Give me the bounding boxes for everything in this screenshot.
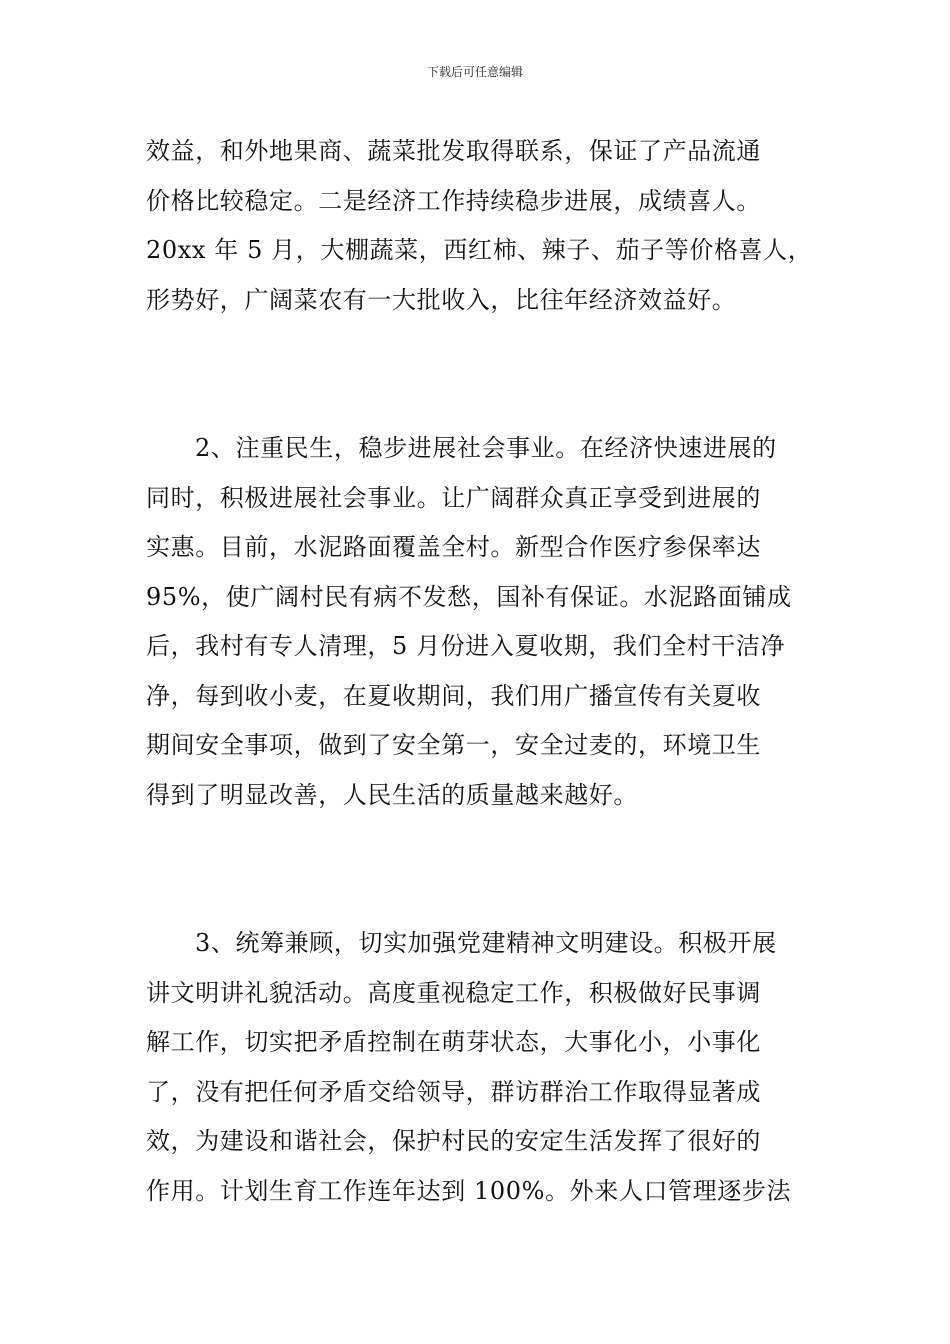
text-line: 3、统筹兼顾，切实加强党建精神文明建设。积极开展 [195, 929, 777, 957]
text-line: 后，我村有专人清理，5 月份进入夏收期，我们全村干洁净 [146, 632, 786, 660]
text-line: 20xx 年 5 月，大棚蔬菜，西红柿、辣子、茄子等价格喜人， [146, 236, 813, 264]
document-body [146, 127, 822, 1216]
paragraph-3 [146, 919, 822, 1216]
text-line: 95%，使广阔村民有病不发愁，国补有保证。水泥路面铺成 [146, 582, 792, 611]
text-line: 同时，积极进展社会事业。让广阔群众真正享受到进展的 [146, 483, 761, 512]
text-line: 形势好，广阔菜农有一大批收入，比往年经济效益好。 [146, 285, 737, 314]
text-line: 讲文明讲礼貌活动。高度重视稳定工作，积极做好民事调 [146, 978, 761, 1007]
text-line: 2、注重民生，稳步进展社会事业。在经济快速进展的 [195, 434, 777, 462]
text-line: 得到了明显改善，人民生活的质量越来越好。 [146, 780, 638, 809]
text-line: 净，每到收小麦，在夏收期间，我们用广播宣传有关夏收 [146, 681, 761, 710]
paragraph-2 [146, 424, 822, 820]
text-line: 解工作，切实把矛盾控制在萌芽状态，大事化小，小事化 [146, 1028, 761, 1056]
page-header: 下载后可任意编辑 [426, 65, 523, 79]
text-line: 实惠。目前，水泥路面覆盖全村。新型合作医疗参保率达 [146, 533, 761, 561]
text-line: 了，没有把任何矛盾交给领导，群访群治工作取得显著成 [146, 1077, 761, 1106]
text-line: 效益，和外地果商、蔬菜批发取得联系，保证了产品流通 [146, 137, 761, 165]
text-line: 价格比较稳定。二是经济工作持续稳步进展，成绩喜人。 [146, 186, 761, 215]
text-line: 作用。计划生育工作连年达到 100%。外来人口管理逐步法 [146, 1176, 792, 1205]
text-line: 期间安全事项，做到了安全第一，安全过麦的，环境卫生 [146, 731, 761, 759]
paragraph-spacer [146, 820, 822, 919]
paragraph-spacer [146, 325, 822, 424]
text-line: 效，为建设和谐社会，保护村民的安定生活发挥了很好的 [146, 1127, 761, 1155]
paragraph-1 [146, 127, 822, 325]
